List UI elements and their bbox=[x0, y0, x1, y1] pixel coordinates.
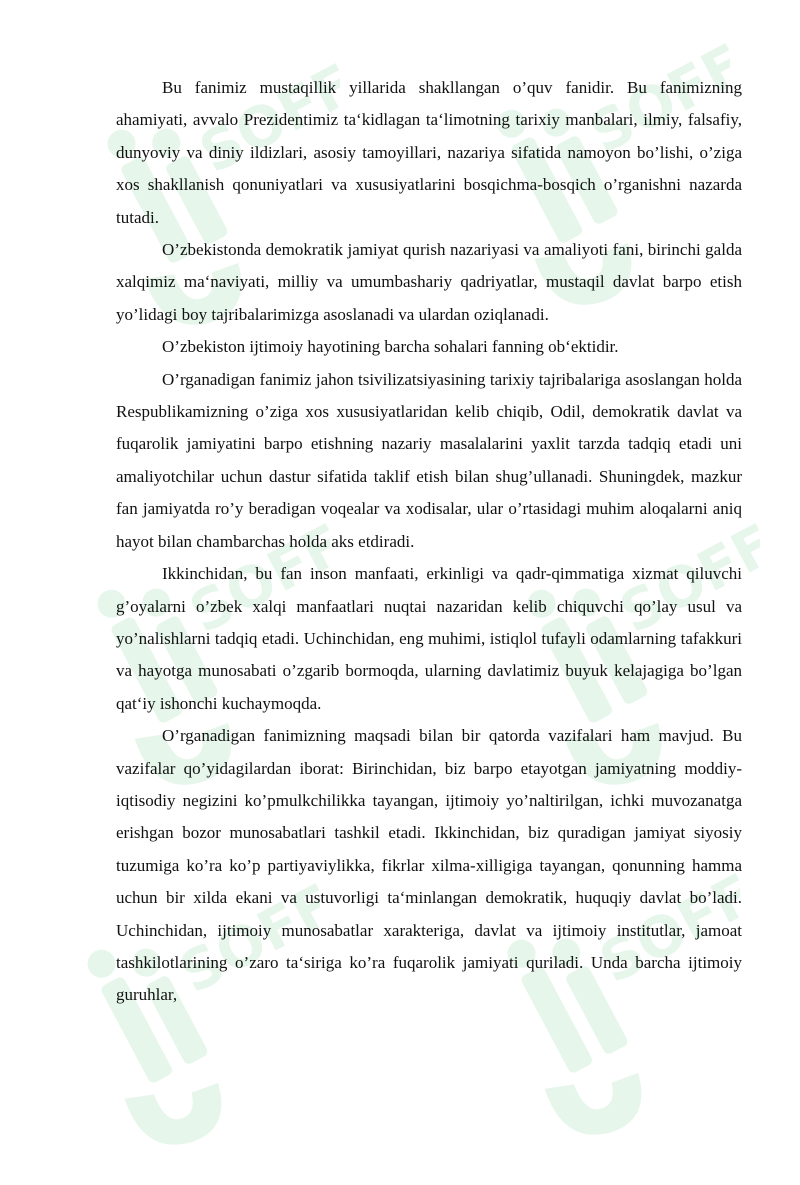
svg-text:SOFF: SOFF bbox=[579, 40, 730, 167]
svg-text:SOFF: SOFF bbox=[189, 60, 340, 187]
svg-text:SOFF: SOFF bbox=[589, 870, 740, 997]
paragraph: O’rganadigan fanimiz jahon tsivilizatsiyasining tarixiy tajribalariga asoslangan holda Respublikamizning o’ziga xos xususiyatlaridan kelib chiqib, Odil, demokratik davlat va fuqarolik jamiyatini barpo etishning nazariy masalalarini yaxlit tarzda tadqiq etadi uni amaliyotchilar uchun dastur sifatida taklif etish bilan shug’ullanadi. Shuningdek, mazkur fan jamiyatda ro’y beradigan voqealar va xodisalar, ular o’rtasidagi muhim aloqalarni aniq hayot bilan chambarchas holda aks etdiradi. bbox=[116, 369, 742, 551]
paragraph: Ikkinchidan, bu fan inson manfaati, erkinligi va qadr-qimmatiga xizmat qiluvchi g’oyalarni o’zbek xalqi manfaatlari nuqtai nazaridan kelib chiquvchi qo’lay usul va yo’nalishlarni tadqiq etadi. Uchinchidan, eng muhimi, istiqlol tufayli odamlarning tafakkuri va hayotga munosabati o’zgarib bormoqda, ularning davlatimiz buyuk kelajagiga bo’lgan qat‘iy ishonchi kuchaymoqda. bbox=[116, 564, 742, 713]
document-body bbox=[116, 72, 742, 1012]
paragraph: O’rganadigan fanimizning maqsadi bilan bir qatorda vazifalari ham mavjud. Bu vazifalar qo’yidagilardan iborat: Birinchidan, biz barpo etayotgan jamiyatning moddiy-iqtisodiy negizini ko’pmulkchilikka tayangan, ijtimoiy yo’naltirilgan, ichki muvozanatga erishgan bozor munosabatlari tashkil etadi. Ikkinchidan, biz quradigan jamiyat siyosiy tuzumiga ko’ra ko’p partiyaviylikka, fikrlar xilma-xilligiga tayangan, qonunning hamma uchun bir xilda ekani va ustuvorligi ta‘minlangan demokratik, huquqiy davlat bo’ladi. Uchinchidan, ijtimoiy munosabatlar xarakteriga, davlat va ijtimoiy institutlar, jamoat tashkilotlarining o’zaro ta‘siriga ko’ra fuqarolik jamiyati quriladi. Unda barcha ijtimoiy guruhlar, bbox=[116, 726, 742, 1005]
svg-text:SOFF: SOFF bbox=[169, 880, 320, 1007]
svg-text:SOFF: SOFF bbox=[609, 520, 760, 647]
paragraph: O’zbekiston ijtimoiy hayotining barcha sohalari fanning ob‘ektidir. bbox=[162, 337, 619, 357]
paragraph: Bu fanimiz mustaqillik yillarida shakllangan o’quv fanidir. Bu fanimizning ahamiyati, avvalo Prezidentimiz ta‘kidlagan ta‘limotning tarixiy manbalari, ilmiy, falsafiy, dunyoviy va diniy ildizlari, asosiy tamoyillari, nazariya sifatida namoyon bo’lishi, o’ziga xos shakllanish qonuniyatlari va xususiyatlarini bosqichma-bosqich o’rganishni nazarda tutadi. bbox=[116, 78, 742, 227]
svg-text:SOFF: SOFF bbox=[179, 520, 330, 647]
paragraph: O’zbekistonda demokratik jamiyat qurish nazariyasi va amaliyoti fani, birinchi galda xalqimiz ma‘naviyati, milliy va umumbashariy qadriyatlar, mustaqil davlat barpo etish yo’lidagi boy tajribalarimizga asoslanadi va ulardan oziqlanadi. bbox=[116, 240, 742, 324]
